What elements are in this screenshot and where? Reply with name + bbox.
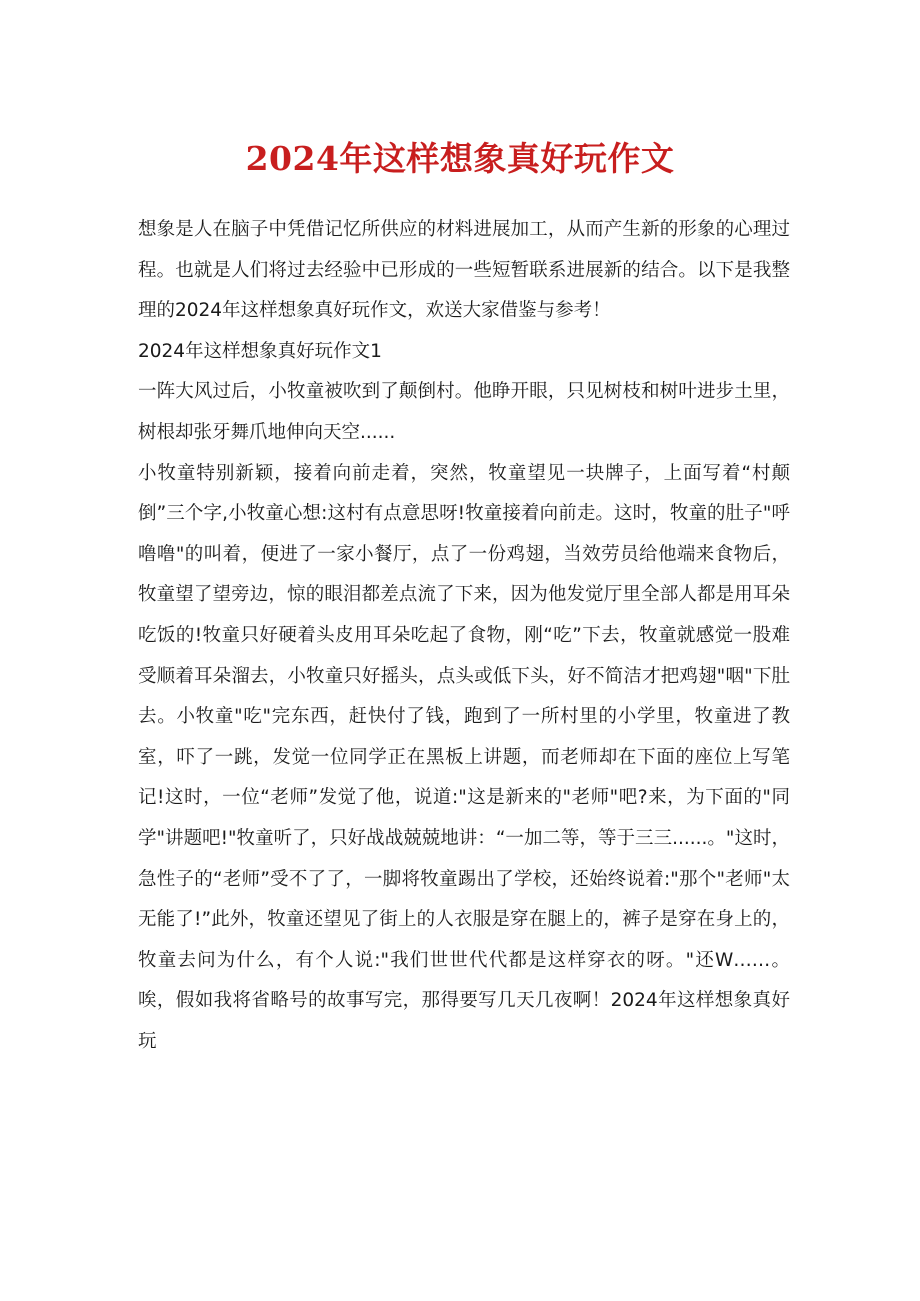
section-heading: 2024年这样想象真好玩作文1 [138,340,382,362]
body-paragraph: 一阵大风过后，小牧童被吹到了颠倒村。他睁开眼，只见树枝和树叶进步土里，树根却张牙舞爪地伸向天空...... [138,381,790,443]
intro-paragraph: 想象是人在脑子中凭借记忆所供应的材料进展加工，从而产生新的形象的心理过程。也就是人们将过去经验中已形成的一些短暂联系进展新的结合。以下是我整理的2024年这样想象真好玩作文，欢送大家借鉴与参考！ [138,219,790,322]
document-body [138,210,790,1062]
body-paragraph: 小牧童特别新颖，接着向前走着，突然，牧童望见一块牌子，上面写着“村颠倒”三个字,小牧童心想:这村有点意思呀!牧童接着向前走。这时，牧童的肚子"呼噜噜"的叫着，便进了一家小餐厅，点了一份鸡翅，当效劳员给他端来食物后，牧童望了望旁边，惊的眼泪都差点流了下来，因为他发觉厅里全部人都是用耳朵吃饭的!牧童只好硬着头皮用耳朵吃起了食物，刚“吃”下去，牧童就感觉一股难受顺着耳朵溜去，小牧童只好摇头，点头或低下头，好不简洁才把鸡翅"咽"下肚去。小牧童"吃"完东西，赶快付了钱，跑到了一所村里的小学里，牧童进了教室，吓了一跳，发觉一位同学正在黑板上讲题，而老师却在下面的座位上写笔记!这时，一位“老师”发觉了他，说道:"这是新来的"老师"吧?来，为下面的"同学"讲题吧!"牧童听了，只好战战兢兢地讲：“一加二等，等于三三......。"这时，急性子的“老师”受不了了，一脚将牧童踢出了学校，还始终说着:"那个"老师"太无能了!”此外，牧童还望见了街上的人衣服是穿在腿上的，裤子是穿在身上的，牧童去问为什么，有个人说:"我们世世代代都是这样穿衣的呀。"还W……。唉，假如我将省略号的故事写完，那得要写几天几夜啊！2024年这样想象真好玩 [138,462,790,1052]
document-title: 2024年这样想象真好玩作文 [245,139,675,178]
